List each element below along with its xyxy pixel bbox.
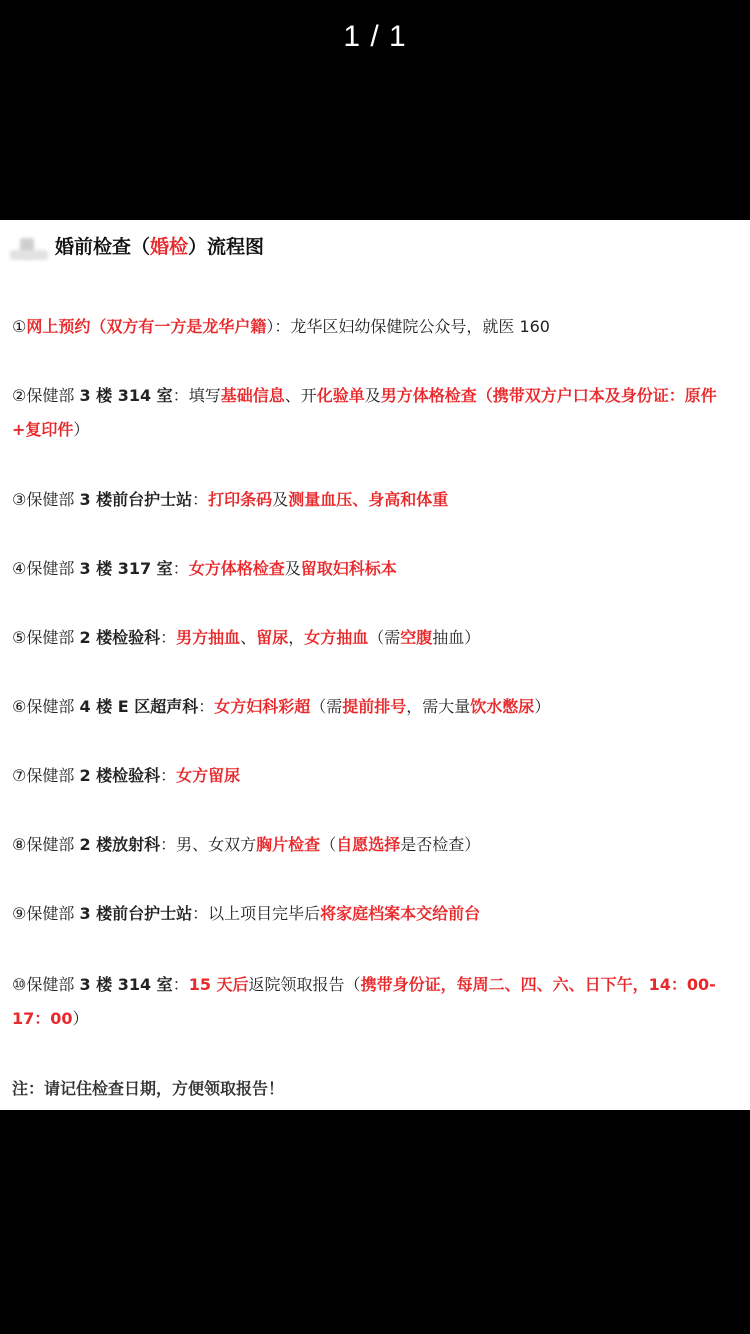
step-segment: 3 楼 314 室	[79, 386, 173, 405]
step-segment: 男方体格检查（携带双方户口本及身份证：原件+复印件	[12, 386, 717, 439]
step-segment: ：	[198, 697, 215, 716]
document-title	[55, 232, 264, 259]
step-segment: （需	[310, 697, 343, 716]
step-segment: 携带身份证，每周二、四、六、日下午，14：00-17：00	[12, 975, 716, 1028]
step-segment: 化验单	[316, 386, 365, 405]
step-segment: ④保健部	[12, 559, 80, 578]
step-segment: 是否检查）	[400, 835, 481, 854]
step-segment: ）	[534, 697, 551, 716]
step-segment: 女方抽血	[304, 628, 369, 647]
step-segment: ③保健部	[12, 490, 80, 509]
step-6	[12, 690, 740, 724]
step-segment: ⑤保健部	[12, 628, 80, 647]
step-segment: （需	[368, 628, 401, 647]
step-segment: 3 楼 317 室	[79, 559, 173, 578]
step-segment: ：填写	[172, 386, 221, 405]
step-segment: 3 楼前台护士站	[79, 904, 193, 923]
step-segment: 3 楼 314 室	[79, 975, 173, 994]
step-segment: 及	[272, 490, 289, 509]
step-segment: ，	[288, 628, 305, 647]
step-9	[12, 897, 740, 931]
step-segment: ）	[73, 420, 90, 439]
title-prefix: 婚前检查（	[55, 236, 151, 258]
step-segment: 及	[284, 559, 301, 578]
step-segment: 自愿选择	[336, 835, 401, 854]
step-segment: 、	[240, 628, 257, 647]
step-segment: 将家庭档案本交给前台	[320, 904, 481, 923]
step-segment: 打印条码	[208, 490, 273, 509]
viewer-top-bar	[0, 0, 750, 220]
step-segment: 男方抽血	[176, 628, 241, 647]
step-segment: 女方体格检查	[188, 559, 285, 578]
step-segment: ：	[172, 975, 189, 994]
step-segment: ：以上项目完毕后	[192, 904, 321, 923]
step-segment: 提前排号	[342, 697, 407, 716]
step-segment: ⑨保健部	[12, 904, 80, 923]
document-image[interactable]	[0, 220, 750, 1110]
step-segment: ：	[192, 490, 209, 509]
step-10	[12, 968, 740, 1036]
step-segment: 15 天后	[188, 975, 249, 994]
step-segment: ⑥保健部	[12, 697, 80, 716]
document-header	[0, 230, 750, 264]
step-segment: ）：龙华区妇幼保健院公众号，就医 160	[266, 317, 550, 336]
step-segment: ：	[160, 628, 177, 647]
step-segment: 抽血）	[432, 628, 481, 647]
step-segment: ①	[12, 317, 27, 336]
viewer-bottom-area	[0, 1110, 750, 1334]
step-segment: ）	[72, 1009, 89, 1028]
step-segment: 女方留尿	[176, 766, 241, 785]
step-segment: 留尿	[256, 628, 289, 647]
step-segment: ②保健部	[12, 386, 80, 405]
step-8	[12, 828, 740, 862]
step-segment: 2 楼检验科	[79, 766, 161, 785]
step-segment: 女方妇科彩超	[214, 697, 311, 716]
step-segment: 及	[364, 386, 381, 405]
step-segment: ，需大量	[406, 697, 471, 716]
step-2	[12, 379, 740, 447]
step-3	[12, 483, 740, 517]
step-segment: ：	[172, 559, 189, 578]
step-segment: ：男、女双方	[160, 835, 257, 854]
step-segment: 空腹	[400, 628, 433, 647]
step-segment: 3 楼前台护士站	[79, 490, 193, 509]
step-segment: 留取妇科标本	[300, 559, 397, 578]
step-segment: 2 楼检验科	[79, 628, 161, 647]
step-segment: ：	[160, 766, 177, 785]
step-4	[12, 552, 740, 586]
title-suffix: ）流程图	[188, 236, 265, 258]
step-segment: 返院领取报告（	[248, 975, 361, 994]
step-7	[12, 759, 740, 793]
step-segment: 饮水憋尿	[470, 697, 535, 716]
step-segment: 测量血压、身高和体重	[288, 490, 449, 509]
step-segment: ⑧保健部	[12, 835, 80, 854]
step-segment: 网上预约（双方有一方是龙华户籍	[26, 317, 267, 336]
step-5	[12, 621, 740, 655]
title-highlight: 婚检	[150, 236, 189, 258]
hospital-logo-icon	[10, 238, 48, 260]
step-segment: 胸片检查	[256, 835, 321, 854]
step-segment: ⑦保健部	[12, 766, 80, 785]
page-counter: 1 / 1	[343, 20, 407, 53]
step-segment: ⑩保健部	[12, 975, 80, 994]
step-segment: 、开	[284, 386, 317, 405]
step-1	[12, 310, 740, 344]
step-segment: 4 楼 E 区超声科	[79, 697, 199, 716]
step-segment: （	[320, 835, 337, 854]
note-text: 注：请记住检查日期，方便领取报告！	[12, 1079, 285, 1098]
step-segment: 基础信息	[220, 386, 285, 405]
step-segment: 2 楼放射科	[79, 835, 161, 854]
